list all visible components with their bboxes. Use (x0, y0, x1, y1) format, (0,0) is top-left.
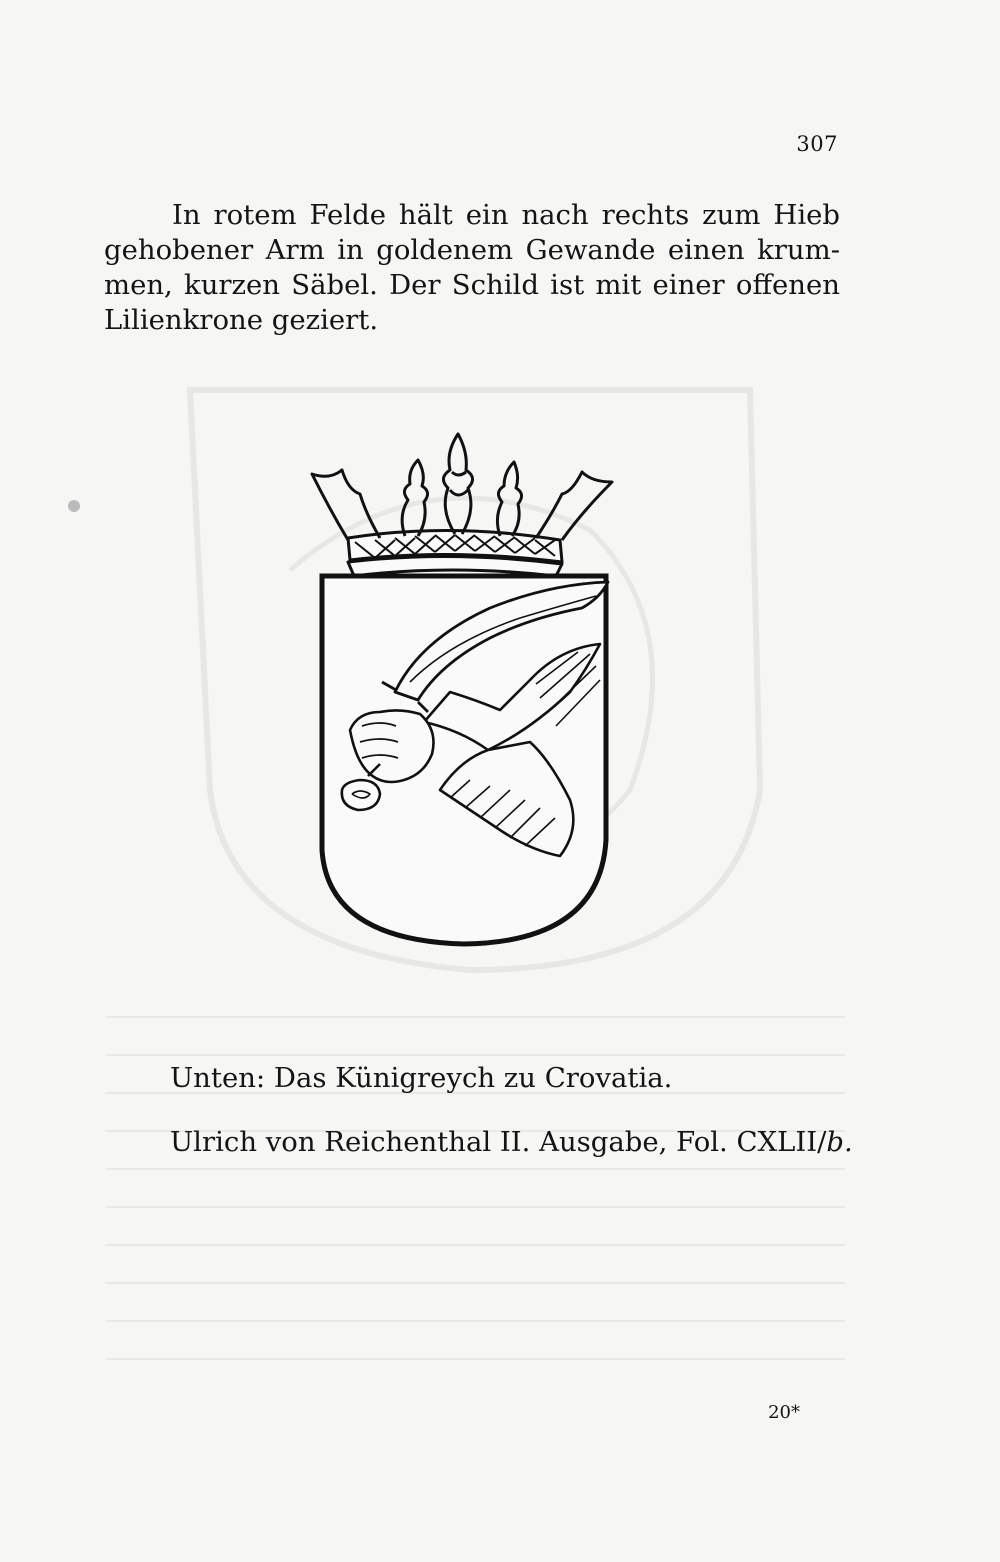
caption-croatia: Unten: Das Künigreych zu Crovatia. (170, 1062, 673, 1094)
coat-of-arms-croatia-icon (300, 430, 630, 950)
caption-source-text: Ulrich von Reichenthal II. Ausgabe, Fol. CXLII/ (170, 1126, 827, 1158)
caption-source-italic: b. (826, 1126, 853, 1158)
page-number: 307 (796, 132, 838, 156)
lily-crown-icon (312, 434, 612, 576)
caption-source (170, 1126, 853, 1158)
page-blemish (68, 500, 80, 512)
paragraph-text: In rotem Felde hält ein nach rechts zum Hieb gehobener Arm in goldenem Gewande einen krummen, kurzen Säbel. Der Schild ist mit einer offenen Lilienkrone geziert. (104, 199, 840, 336)
bleed-through-text (105, 980, 845, 1396)
signature-mark: 20* (768, 1402, 800, 1423)
description-paragraph (104, 198, 840, 338)
